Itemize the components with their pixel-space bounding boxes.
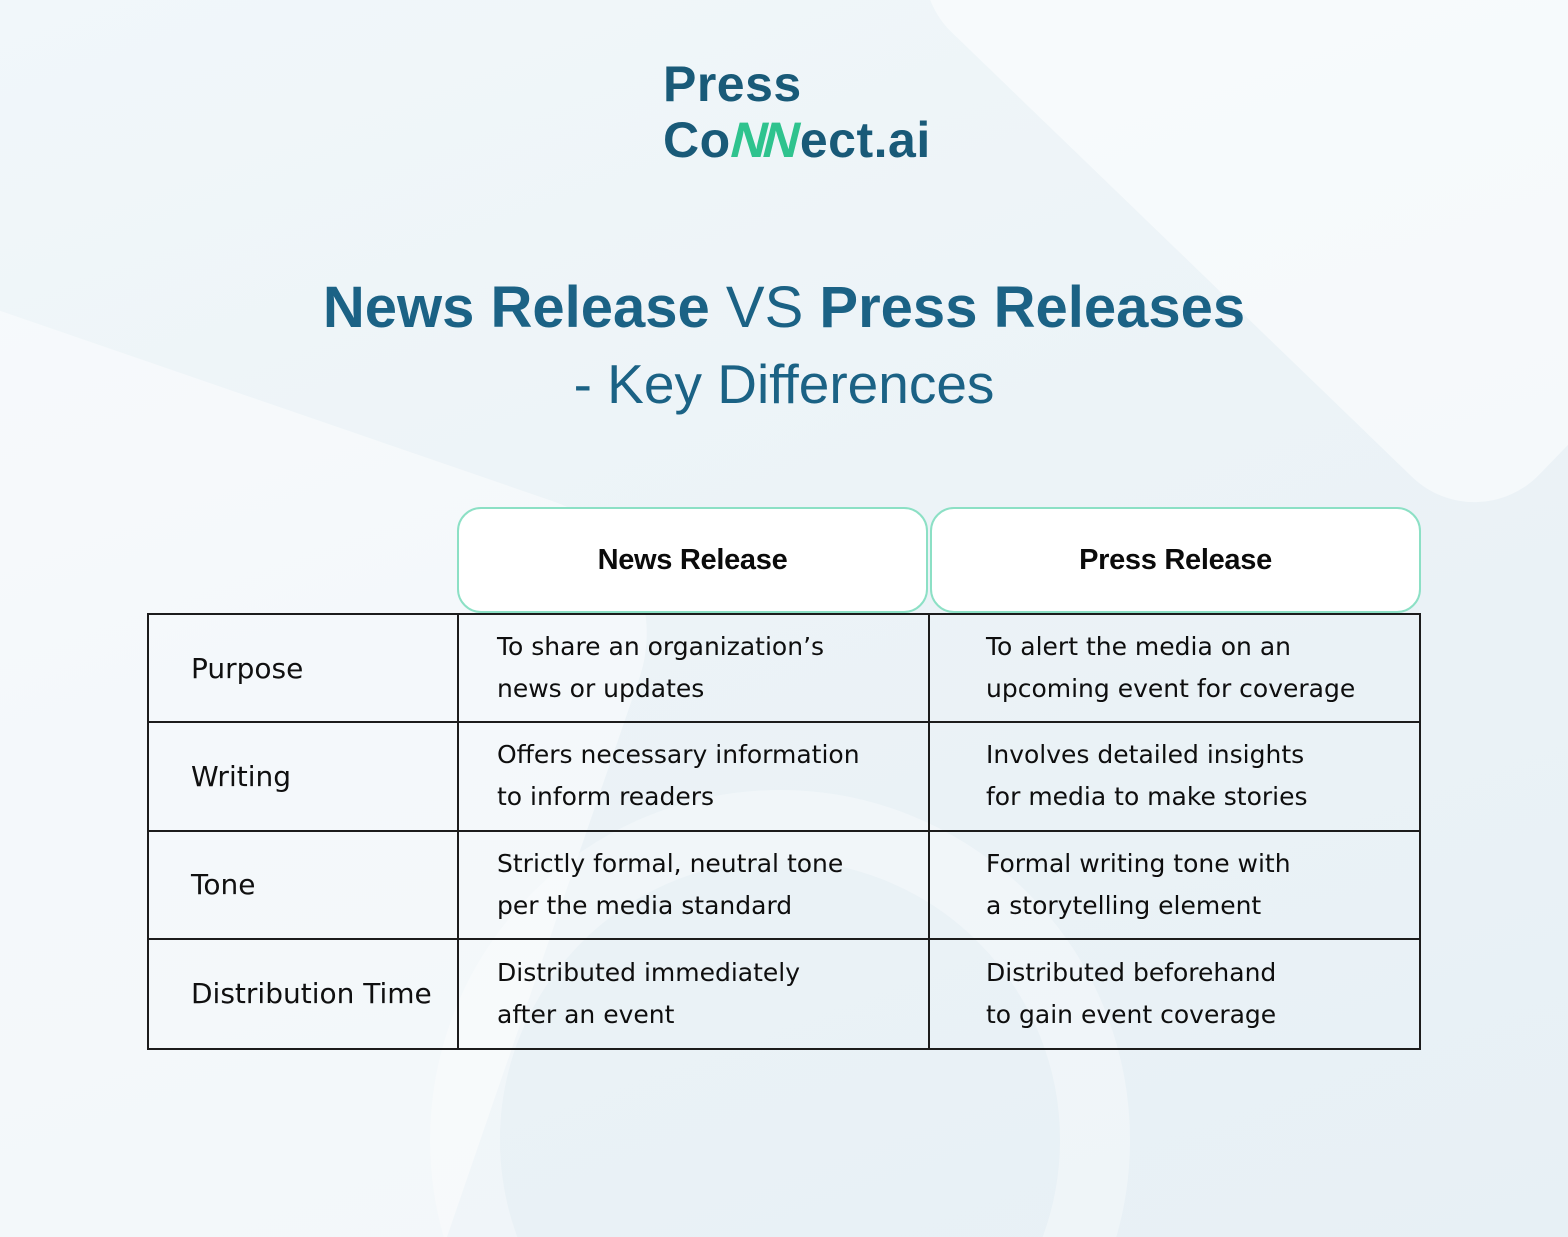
cell-text-line: To alert the media on an	[986, 632, 1291, 662]
cell-text-line: To share an organization’s	[497, 632, 825, 662]
row-label-writing	[149, 723, 459, 831]
cell-text-line: Offers necessary information	[497, 740, 860, 770]
column-header-news-release	[457, 507, 928, 613]
cell-tone-press	[930, 832, 1419, 940]
cell-text-line: Strictly formal, neutral tone	[497, 848, 844, 878]
comparison-grid	[147, 613, 1421, 1050]
page-title-line1	[0, 270, 1568, 346]
cell-tone-news	[459, 832, 930, 940]
cell-text-line: after an event	[497, 999, 675, 1029]
logo-text-ect-ai: ect.ai	[799, 112, 931, 168]
logo-text-co: Co	[663, 112, 731, 168]
cell-text-line: Involves detailed insights	[986, 740, 1305, 770]
row-label-tone	[149, 832, 459, 940]
cell-text-line: to inform readers	[497, 782, 715, 812]
row-label-distribution-time	[149, 940, 459, 1048]
cell-text-line: a storytelling element	[986, 890, 1262, 920]
page-title-line2: - Key Differences	[573, 353, 995, 415]
brand-logo	[663, 56, 931, 168]
row-label-text: Writing	[191, 759, 291, 793]
column-header-press-release-label: Press Release	[1079, 543, 1272, 576]
row-label-text: Purpose	[191, 651, 304, 685]
logo-line-press: Press	[663, 56, 802, 112]
column-header-press-release	[930, 507, 1421, 613]
comparison-table	[147, 543, 1421, 1050]
cell-text-line: for media to make stories	[986, 782, 1308, 812]
row-label-purpose	[149, 615, 459, 723]
cell-purpose-news	[459, 615, 930, 723]
row-label-text: Distribution Time	[191, 977, 432, 1011]
cell-text-line: Distributed beforehand	[986, 957, 1277, 987]
cell-purpose-press	[930, 615, 1419, 723]
cell-text-line: to gain event coverage	[986, 999, 1277, 1029]
cell-text-line: news or updates	[497, 674, 705, 704]
cell-text-line: Formal writing tone with	[986, 848, 1291, 878]
logo-line-connect	[663, 112, 931, 168]
column-header-news-release-label: News Release	[597, 543, 788, 576]
cell-distribution-press	[930, 940, 1419, 1048]
cell-distribution-news	[459, 940, 930, 1048]
cell-writing-news	[459, 723, 930, 831]
row-label-text: Tone	[191, 868, 256, 902]
cell-text-line: per the media standard	[497, 890, 793, 920]
cell-writing-press	[930, 723, 1419, 831]
title-vs: VS	[709, 275, 820, 340]
cell-text-line: upcoming event for coverage	[986, 674, 1356, 704]
cell-text-line: Distributed immediately	[497, 957, 801, 987]
page-title	[0, 270, 1568, 422]
logo-nn-mark: NN	[724, 112, 803, 168]
title-press-releases: Press Releases	[819, 275, 1246, 340]
title-news-release: News Release	[322, 275, 710, 340]
